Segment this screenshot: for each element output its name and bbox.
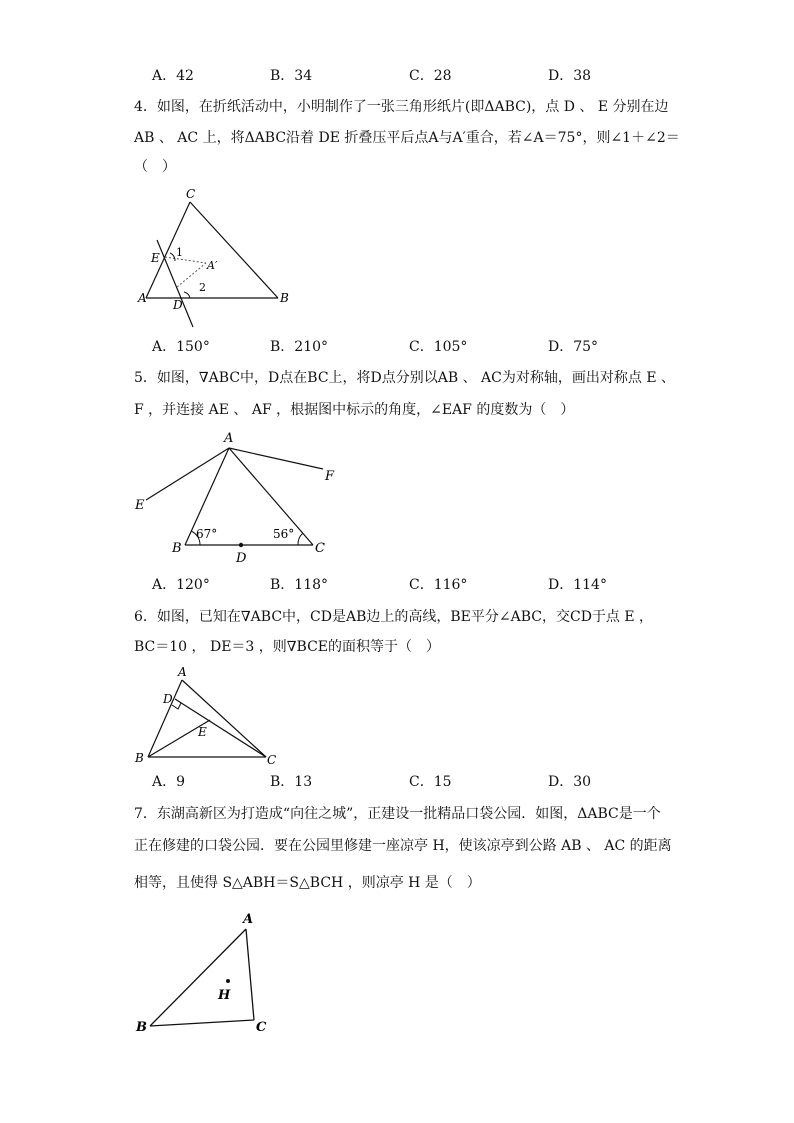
q4-option-c[interactable]: C．105° [409,339,468,355]
q3-option-c[interactable]: C．28 [409,68,452,84]
q5-label-d: D [236,551,247,566]
q4-label-angle-2: 2 [199,281,206,294]
q4-label-c: C [186,187,196,201]
q6-figure [130,663,290,773]
q5-label-c: C [315,541,325,556]
q7-stem-line-1: 7．东湖高新区为打造成“向往之城”，正建设一批精品口袋公园．如图，ΔABC是一个 [134,806,661,822]
q4-label-e: E [151,251,160,265]
q4-label-b: B [280,291,289,305]
q5-label-b: B [172,541,182,556]
q4-stem-line-2: AB 、 AC 上，将ΔABC沿着 DE 折叠压平后点A与A′重合，若∠A＝75°，则∠1＋∠2＝ [134,130,680,146]
q6-label-e: E [198,725,207,739]
q6-stem-line-1: 6．如图，已知在∇ABC中，CD是AB边上的高线，BE平分∠ABC，交CD于点 E ， [134,609,654,625]
q4-option-b[interactable]: B．210° [270,339,329,355]
q6-option-d[interactable]: D．30 [548,774,592,790]
q7-label-c: C [256,1020,267,1035]
q3-option-a[interactable]: A．42 [152,68,194,84]
q4-stem-line-3: （ ） [134,159,176,175]
q6-label-c: C [267,753,277,767]
q7-label-h: H [218,988,231,1003]
q6-option-c[interactable]: C．15 [409,774,452,790]
q5-label-a: A [224,431,234,446]
q6-option-a[interactable]: A．9 [152,774,186,790]
q4-figure [130,185,300,335]
q4-stem-line-1: 4．如图，在折纸活动中，小明制作了一张三角形纸片(即ΔABC)，点 D 、 E 分别在边 [134,99,669,115]
q5-stem-line-2: F ，并连接 AE 、 AF ，根据图中标示的角度，∠EAF 的度数为（ ） [134,402,575,418]
q7-label-a: A [243,912,254,927]
q4-label-angle-1: 1 [176,246,183,259]
q5-stem-line-1: 5．如图，∇ABC中，D点在BC上，将D点分别以AB 、 AC为对称轴，画出对称点 E 、 [134,370,676,386]
q5-figure [130,425,350,570]
q4-label-a-prime: A′ [207,259,218,272]
q6-label-b: B [135,751,144,765]
q4-option-d[interactable]: D．75° [548,339,599,355]
q5-label-f: F [325,469,335,484]
q5-label-e: E [135,498,145,513]
q6-label-a: A [178,665,187,679]
q7-stem-line-2: 正在修建的口袋公园．要在公园里修建一座凉亭 H，使该凉亭到公路 AB 、 AC 的距离 [134,838,672,854]
q6-stem-line-2: BC＝10 ， DE＝3 ，则∇BCE的面积等于（ ） [134,639,441,655]
q7-stem-line-3: 相等，且使得 S△ABH＝S△BCH ，则凉亭 H 是（ ） [134,875,481,891]
q6-option-b[interactable]: B．13 [270,774,313,790]
q4-option-a[interactable]: A．150° [152,339,210,355]
q7-label-b: B [136,1020,147,1035]
q5-option-b[interactable]: B．118° [270,577,329,593]
q5-option-c[interactable]: C．116° [409,577,468,593]
q7-figure [130,905,290,1045]
q5-label-angle-c: 56° [273,527,295,541]
q5-option-a[interactable]: A．120° [152,577,210,593]
q4-label-a: A [138,291,147,305]
q5-option-d[interactable]: D．114° [548,577,607,593]
q6-label-d: D [163,692,173,706]
q4-label-d: D [173,298,183,312]
q3-option-b[interactable]: B．34 [270,68,313,84]
q3-option-d[interactable]: D．38 [548,68,592,84]
q5-label-angle-b: 67° [196,527,218,541]
